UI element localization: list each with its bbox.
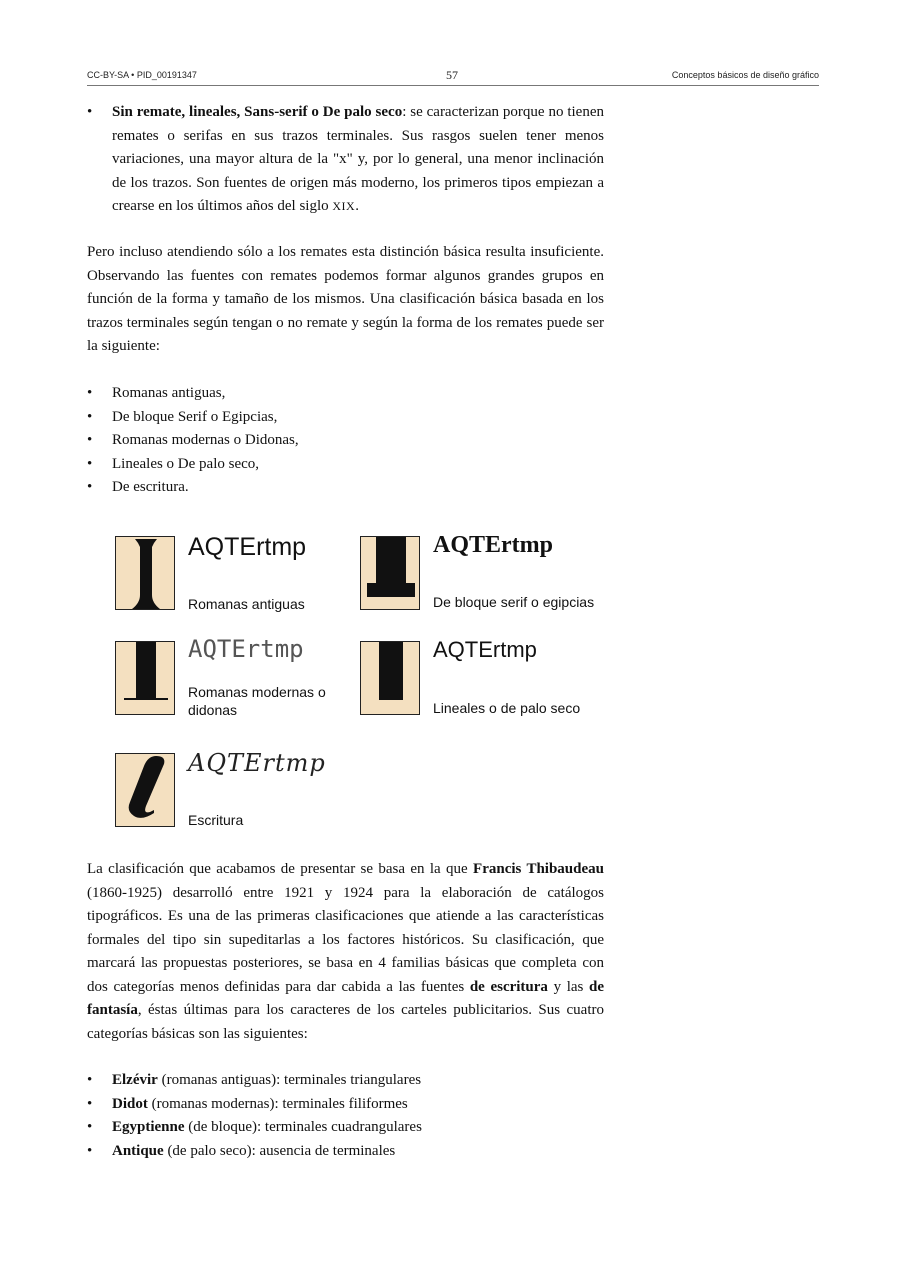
- didone-i-icon: [115, 641, 175, 715]
- list-item: • Lineales o De palo seco,: [87, 453, 604, 477]
- sample-roman-old: AQTErtmp: [188, 533, 307, 561]
- list-item: • De escritura.: [87, 476, 604, 500]
- sample-didone: AQTErtmp: [188, 635, 304, 663]
- list-item: • Romanas modernas o Didonas,: [87, 429, 604, 453]
- script-l-icon: [115, 753, 175, 827]
- caption-sans: Lineales o de palo seco: [433, 700, 581, 716]
- classes-list-block: [87, 382, 604, 500]
- running-header-left: CC-BY-SA • PID_00191347: [87, 70, 197, 80]
- list-item: • De bloque Serif o Egipcias,: [87, 406, 604, 430]
- sans-i-icon: [360, 641, 420, 715]
- caption-didone: Romanas modernas o didonas: [188, 684, 326, 718]
- thibaudeau-list: [87, 1069, 604, 1163]
- paragraph-block: [87, 858, 604, 1046]
- bullet-term: Sin remate, lineales, Sans-serif o De palo seco: [112, 104, 403, 120]
- roman-old-i-icon: [115, 536, 175, 610]
- sample-script: AQTErtmp: [188, 749, 326, 777]
- running-header-right: Conceptos básicos de diseño gráfico: [671, 70, 819, 80]
- classes-list: [87, 382, 604, 500]
- intro-bullet-block: [87, 101, 604, 219]
- thibaudeau-list-block: [87, 1069, 604, 1163]
- list-item: • Elzévir (romanas antiguas): terminales triangulares: [87, 1069, 604, 1093]
- list-item: • Sin remate, lineales, Sans-serif o De palo seco: se caracterizan porque no tienen remates o serifas en sus trazos terminales. Sus rasgos suelen tener menos variaciones, una mayor altura de la "x" y, por lo general, una menor inclinación de los trazos. Son fuentes de origen más moderno, los primeros tipos empiezan a crearse en los últimos años del siglo XIX.: [87, 101, 604, 219]
- caption-slab-serif: De bloque serif o egipcias: [433, 594, 595, 610]
- slab-serif-i-icon: [360, 536, 420, 610]
- paragraph: La clasificación que acabamos de presentar se basa en la que Francis Thibaudeau (1860-1925) desarrolló entre 1921 y 1924 para la elaboración de catálogos tipográficos. Es una de las primeras clasificaciones que atiende a las características formales del tipo sin supeditarlas a los factores históricos. Su clasificación, que marcará las propuestas posteriores, se basa en 4 familias básicas que completa con dos categorías menos definidas para dar cabida a las fuentes de escritura y las de fantasía, éstas últimas para los caracteres de los carteles publicitarios. Sus cuatro categorías básicas son las siguientes:: [87, 861, 604, 1042]
- list-item: • Egyptienne (de bloque): terminales cuadrangulares: [87, 1116, 604, 1140]
- list-item: • Didot (romanas modernas): terminales filiformes: [87, 1093, 604, 1117]
- header-rule: [87, 85, 819, 86]
- list-item: • Antique (de palo seco): ausencia de terminales: [87, 1140, 604, 1164]
- page-number: 57: [446, 68, 458, 82]
- paragraph: Pero incluso atendiendo sólo a los remates esta distinción básica resulta insuficiente. Observando las fuentes con remates podemos formar algunos grandes grupos en función de la forma y tamaño de los mismos. Una clasificación básica basada en los trazos terminales según tengan o no remate y según la forma de los remates puede ser la siguiente:: [87, 244, 604, 354]
- caption-script: Escritura: [188, 812, 244, 828]
- sample-slab-serif: AQTErtmp: [433, 532, 553, 558]
- caption-roman-old: Romanas antiguas: [188, 596, 305, 612]
- sample-sans: AQTErtmp: [433, 637, 537, 662]
- list-item: • Romanas antiguas,: [87, 382, 604, 406]
- paragraph-block: [87, 241, 604, 359]
